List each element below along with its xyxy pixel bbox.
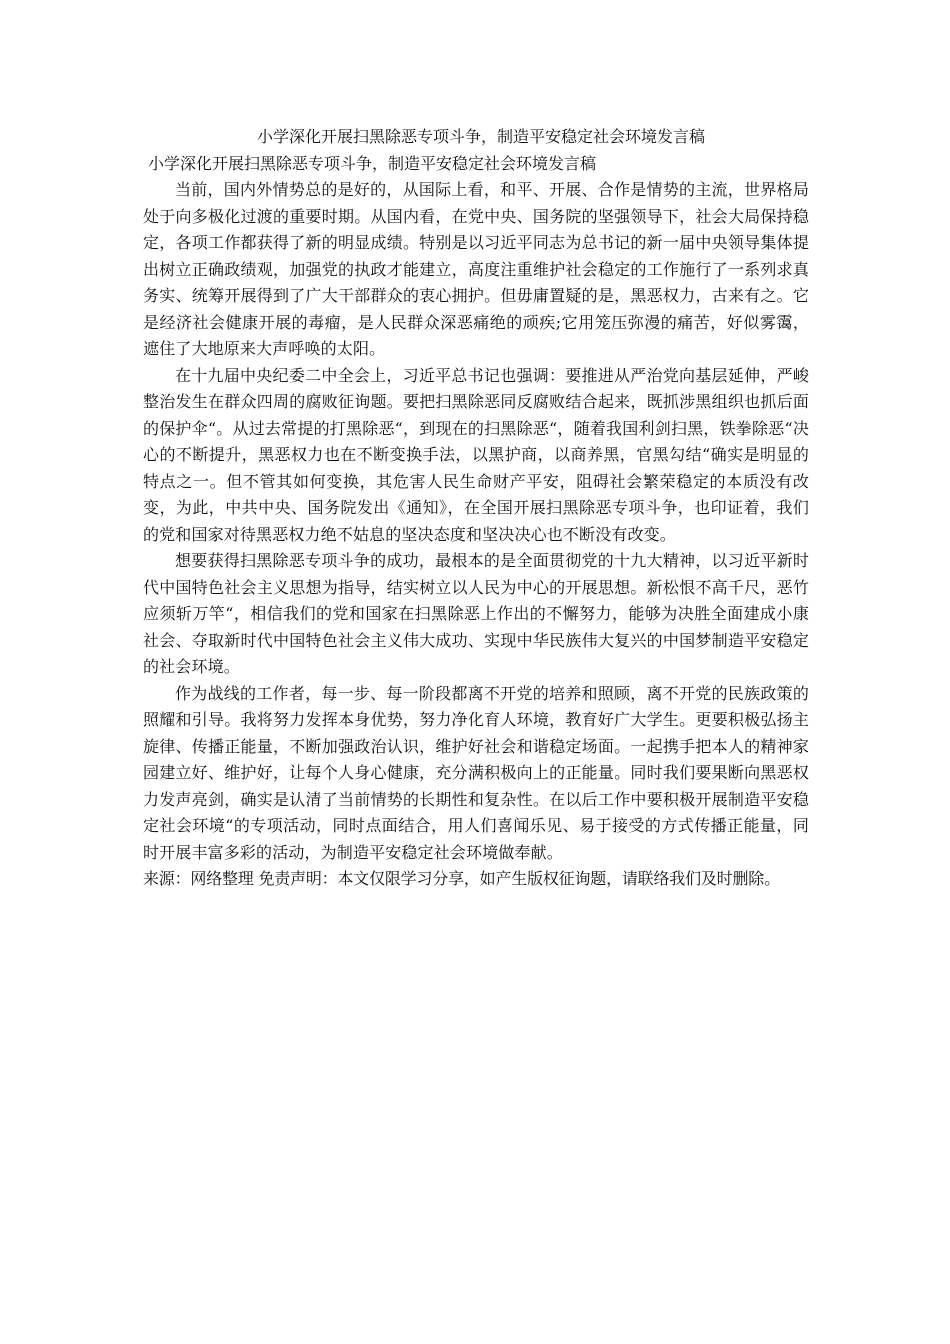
document-body [143,124,809,893]
paragraph-4: 作为战线的工作者，每一步、每一阶段都离不开党的培养和照顾，离不开党的民族政策的照耀和引导。我将努力发挥本身优势，努力净化育人环境，教育好广大学生。更要积极弘扬主旋律、传播正能量，不断加强政治认识，维护好社会和谐稳定场面。一起携手把本人的精神家园建立好、维护好，让每个人身心健康，充分满积极向上的正能量。同时我们要果断向黑恶权力发声亮剑，确实是认清了当前情势的长期性和复杂性。在以后工作中要积极开展制造平安稳定社会环境“的专项活动，同时点面结合，用人们喜闻乐见、易于接受的方式传播正能量，同时开展丰富多彩的活动，为制造平安稳定社会环境做奉献。 [143,683,809,862]
paragraph-3: 想要获得扫黑除恶专项斗争的成功，最根本的是全面贯彻党的十九大精神，以习近平新时代中国特色社会主义思想为指导，结实树立以人民为中心的开展思想。新松恨不高千尺，恶竹应须斩万竿“，相信我们的党和国家在扫黑除恶上作出的不懈努力，能够为决胜全面建成小康社会、夺取新时代中国特色社会主义伟大成功、实现中华民族伟大复兴的中国梦制造平安稳定的社会环境。 [143,551,809,676]
paragraph-1: 当前，国内外情势总的是好的，从国际上看，和平、开展、合作是情势的主流，世界格局处于向多极化过渡的重要时期。从国内看，在党中央、国务院的坚强领导下，社会大局保持稳定，各项工作都获得了新的明显成绩。特别是以习近平同志为总书记的新一届中央领导集体提出树立正确政绩观，加强党的执政才能建立，高度注重维护社会稳定的工作施行了一系列求真务实、统筹开展得到了广大干部群众的衷心拥护。但毋庸置疑的是，黑恶权力，古来有之。它是经济社会健康开展的毒瘤，是人民群众深恶痛绝的顽疾;它用笼压弥漫的痛苦，好似雾霭，遮住了大地原来大声呼唤的太阳。 [143,180,809,358]
document-title: 小学深化开展扫黑除恶专项斗争，制造平安稳定社会环境发言稿 [256,127,705,146]
paragraph-2: 在十九届中央纪委二中全会上，习近平总书记也强调：要推进从严治党向基层延伸，严峻整治发生在群众四周的腐败征询题。要把扫黑除恶同反腐败结合起来，既抓涉黑组织也抓后面的保护伞“。从过去常提的打黑除恶“，到现在的扫黑除恶“，随着我国利剑扫黑，铁拳除恶“决心的不断提升，黑恶权力也在不断变换手法，以黑护商，以商养黑，官黑勾结“确实是明显的特点之一。但不管其如何变换，其危害人民生命财产平安，阻碍社会繁荣稳定的本质没有改变，为此，中共中央、国务院发出《通知》，在全国开展扫黑除恶专项斗争，也印证着，我们的党和国家对待黑恶权力绝不姑息的坚决态度和坚决决心也不断没有改变。 [143,365,809,544]
source-disclaimer: 来源：网络整理 免责声明：本文仅限学习分享，如产生版权征询题，请联络我们及时删除。 [143,869,780,888]
document-subtitle: 小学深化开展扫黑除恶专项斗争，制造平安稳定社会环境发言稿 [148,153,597,173]
